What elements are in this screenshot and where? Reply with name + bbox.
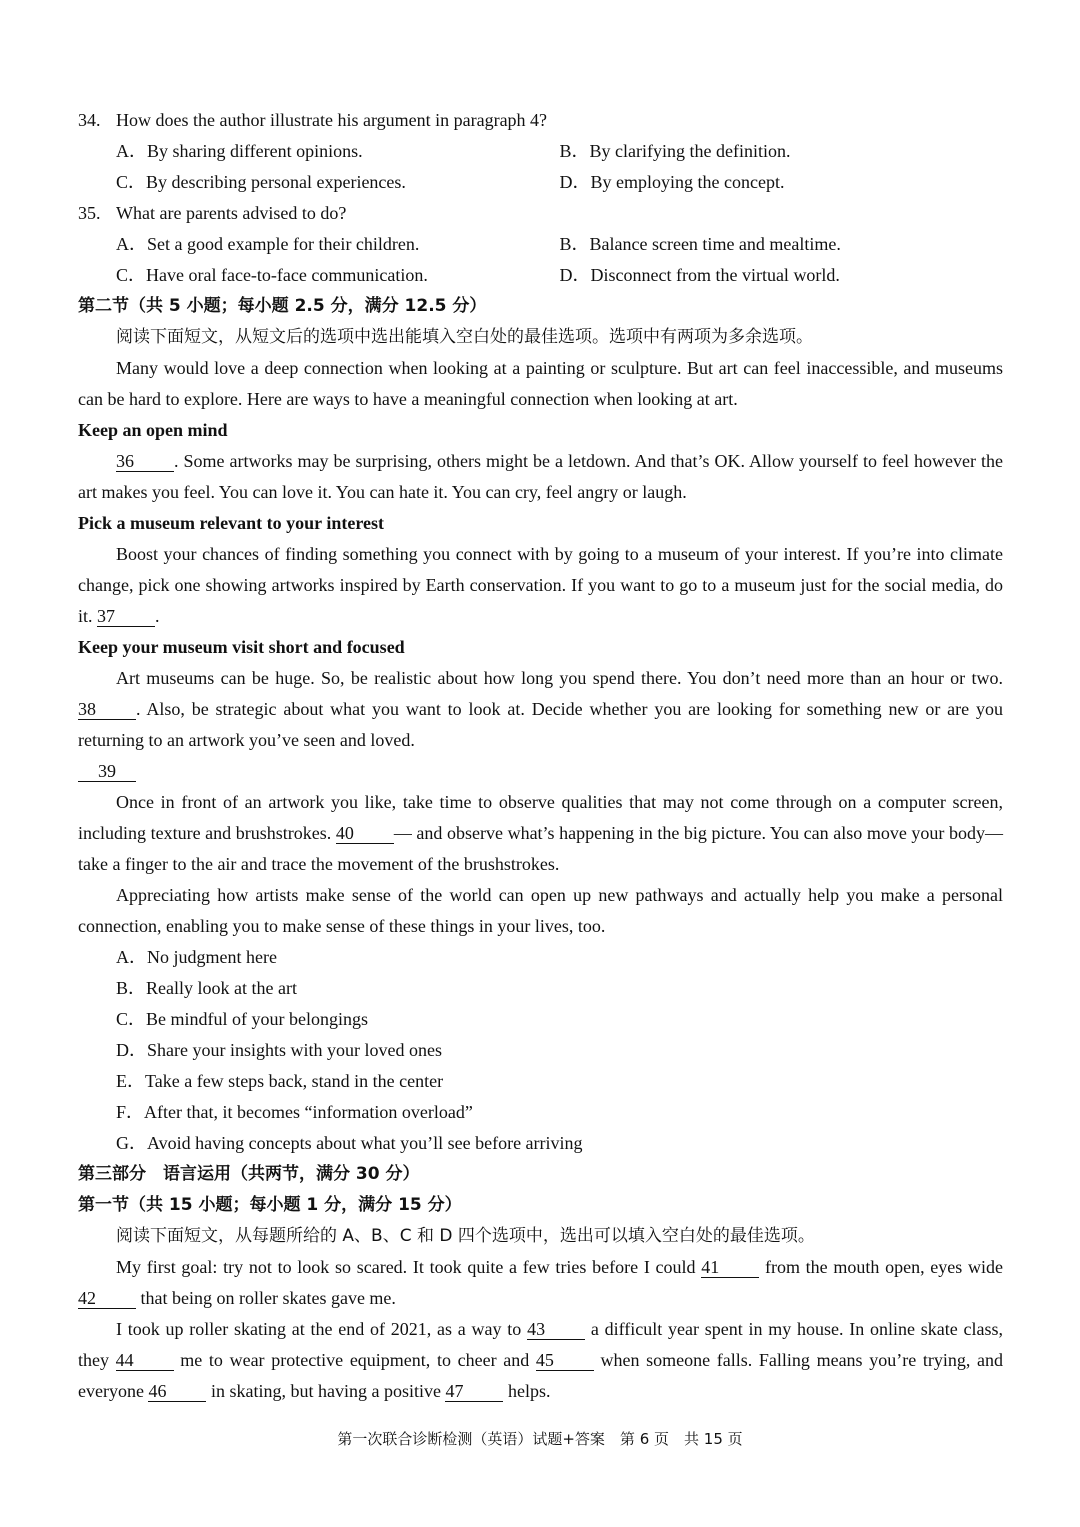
blank-43: 43 — [527, 1319, 585, 1340]
paragraph-text: that being on roller skates gave me. — [136, 1288, 396, 1308]
section-2-title: 第二节（共 5 小题；每小题 2.5 分，满分 12.5 分） — [78, 296, 487, 316]
option-f: F．After that, it becomes “information overload” — [116, 1102, 473, 1122]
page-content — [78, 105, 1003, 1407]
blank-45: 45 — [536, 1350, 594, 1371]
paragraph-text: . Also, be strategic about what you want to look at. Decide whether you are looking for something new or are you returning to an artwork you’ve seen and loved. — [78, 699, 1003, 750]
part-3-instruction: 阅读下面短文，从每题所给的 A、B、C 和 D 四个选项中，选出可以填入空白处的最佳选项。 — [116, 1226, 815, 1246]
blank-40: 40 — [336, 823, 394, 844]
heading-blank-39-row — [78, 756, 1003, 787]
subheading-short-visit: Keep your museum visit short and focused — [78, 637, 405, 657]
question-number: 35. — [78, 203, 101, 223]
q35-option-a: A．Set a good example for their children. — [116, 234, 420, 254]
q35-option-c: C．Have oral face-to-face communication. — [116, 265, 428, 285]
paragraph-text: when someone falls. Falling means you’re trying, and everyone — [78, 1350, 1003, 1401]
passage-paragraph-5: Appreciating how artists make sense of the world can open up new pathways and actually help you make a personal connection, enabling you to make sense of these things in your lives, too. — [78, 885, 1003, 936]
blank-41: 41 — [701, 1257, 759, 1278]
q34-option-a: A．By sharing different opinions. — [116, 141, 363, 161]
page-footer: 第一次联合诊断检测（英语）试题+答案 第 6 页 共 15 页 — [337, 1430, 743, 1448]
part-3-title: 第三部分 语言运用（共两节，满分 30 分） — [78, 1164, 420, 1184]
q35-options-row-1 — [78, 229, 1003, 260]
option-d: D．Share your insights with your loved ones — [116, 1040, 442, 1060]
cloze-paragraph-1 — [78, 1252, 1003, 1314]
q35-options-row-2 — [78, 260, 1003, 291]
paragraph-text: from the mouth open, eyes wide — [759, 1257, 1003, 1277]
blank-36: 36 — [116, 451, 174, 472]
passage-paragraph-3 — [78, 663, 1003, 756]
q34-option-b: B．By clarifying the definition. — [559, 141, 791, 161]
q34-options-row-1 — [78, 136, 1003, 167]
q35-option-d: D．Disconnect from the virtual world. — [559, 265, 840, 285]
question-35 — [78, 198, 1003, 229]
blank-38: 38 — [78, 699, 136, 720]
blank-37: 37 — [97, 606, 155, 627]
paragraph-text: helps. — [503, 1381, 551, 1401]
question-number: 34. — [78, 110, 101, 130]
option-g: G．Avoid having concepts about what you’ll see before arriving — [116, 1133, 583, 1153]
question-34 — [78, 105, 1003, 136]
paragraph-text: — and observe what’s happening in the big picture. You can also move your body—take a finger to the air and trace the movement of the brushstrokes. — [78, 823, 1003, 874]
paragraph-text: My first goal: try not to look so scared. It took quite a few tries before I could — [116, 1257, 702, 1277]
blank-39: 39 — [78, 761, 136, 782]
blank-42: 42 — [78, 1288, 136, 1309]
passage-paragraph-4 — [78, 787, 1003, 880]
section-2-instruction: 阅读下面短文，从短文后的选项中选出能填入空白处的最佳选项。选项中有两项为多余选项。 — [116, 327, 813, 347]
q34-option-c: C．By describing personal experiences. — [116, 172, 406, 192]
passage-paragraph-1 — [78, 446, 1003, 508]
paragraph-text: in skating, but having a positive — [206, 1381, 446, 1401]
paragraph-text: Art museums can be huge. So, be realistic about how long you spend there. You don’t need more than an hour or two. — [116, 668, 1003, 688]
option-e: E．Take a few steps back, stand in the center — [116, 1071, 444, 1091]
section-2-options — [78, 942, 1003, 1159]
part-3-section-1-title: 第一节（共 15 小题；每小题 1 分，满分 15 分） — [78, 1195, 462, 1215]
blank-47: 47 — [445, 1381, 503, 1402]
q34-options-row-2 — [78, 167, 1003, 198]
question-stem: How does the author illustrate his argument in paragraph 4? — [116, 110, 548, 130]
option-c: C．Be mindful of your belongings — [116, 1009, 368, 1029]
paragraph-text-end: . — [155, 606, 160, 626]
paragraph-text: Once in front of an artwork you like, take time to observe qualities that may not come through on a computer screen, including texture and brushstrokes. — [78, 792, 1003, 843]
q34-option-d: D．By employing the concept. — [559, 172, 785, 192]
question-stem: What are parents advised to do? — [116, 203, 347, 223]
blank-46: 46 — [148, 1381, 206, 1402]
blank-44: 44 — [116, 1350, 174, 1371]
passage-intro: Many would love a deep connection when looking at a painting or sculpture. But art can feel inaccessible, and museums can be hard to explore. Here are ways to have a meaningful connection when looking at art. — [78, 358, 1003, 409]
paragraph-text: a difficult year spent in my house. In online skate class, they — [78, 1319, 1003, 1370]
paragraph-text: Boost your chances of finding something you connect with by going to a museum of your interest. If you’re into climate change, pick one showing artworks inspired by Earth conservation. If you want to go to a museum just for the social media, do it. — [78, 544, 1003, 626]
paragraph-text: me to wear protective equipment, to cheer and — [173, 1350, 536, 1370]
subheading-pick-museum: Pick a museum relevant to your interest — [78, 513, 384, 533]
paragraph-text: . Some artworks may be surprising, others might be a letdown. And that’s OK. Allow yourself to feel however the art makes you feel. You can love it. You can hate it. You can cry, feel angry or laugh. — [78, 451, 1003, 502]
subheading-open-mind: Keep an open mind — [78, 420, 228, 440]
cloze-paragraph-2 — [78, 1314, 1003, 1407]
option-a: A．No judgment here — [116, 947, 277, 967]
paragraph-text: I took up roller skating at the end of 2021, as a way to — [116, 1319, 528, 1339]
passage-paragraph-2 — [78, 539, 1003, 632]
q35-option-b: B．Balance screen time and mealtime. — [559, 234, 841, 254]
option-b: B．Really look at the art — [116, 978, 297, 998]
